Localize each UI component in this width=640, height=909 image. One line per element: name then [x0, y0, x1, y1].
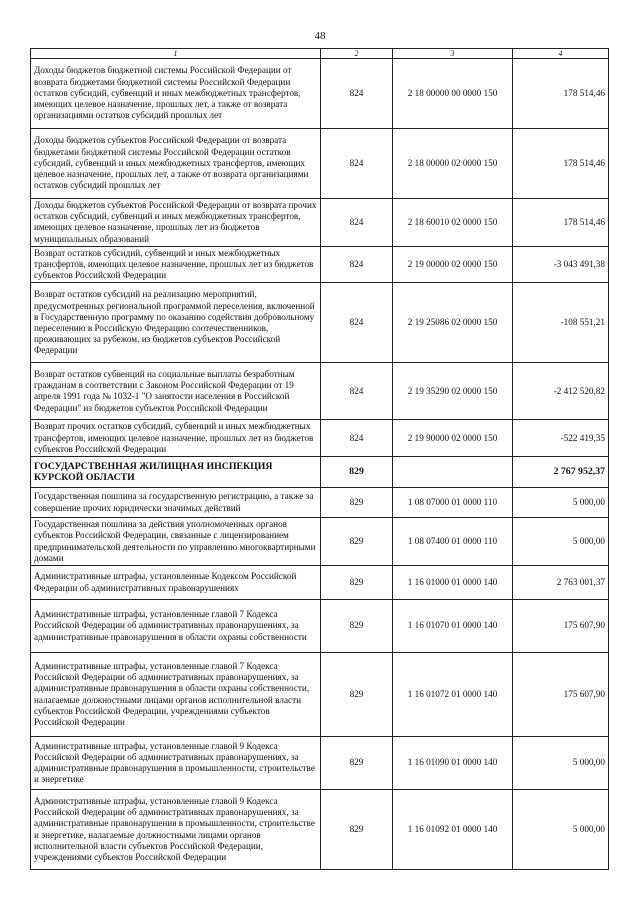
- row-admin-code: 824: [321, 129, 393, 199]
- row-description: Возврат остатков субсидий, субвенций и иных межбюджетных трансфертов, имеющих целевое назначение, прошлых лет из бюджетов субъектов Российской Федерации: [31, 246, 321, 283]
- row-admin-code: 829: [321, 518, 393, 566]
- row-amount: 2 763 001,37: [513, 566, 609, 600]
- table-row: [31, 600, 609, 653]
- row-description: ГОСУДАРСТВЕННАЯ ЖИЛИЩНАЯ ИНСПЕКЦИЯ КУРСКОЙ ОБЛАСТИ: [31, 457, 321, 488]
- table-row: [31, 59, 609, 129]
- table-row: [31, 518, 609, 566]
- row-admin-code: 824: [321, 199, 393, 247]
- header-col-2: 2: [321, 49, 393, 59]
- row-admin-code: 824: [321, 283, 393, 363]
- row-admin-code: 829: [321, 566, 393, 600]
- budget-table: [30, 48, 609, 870]
- table-row: [31, 488, 609, 518]
- row-budget-code: 1 08 07400 01 0000 110: [393, 518, 513, 566]
- row-admin-code: 824: [321, 246, 393, 283]
- row-budget-code: 1 16 01000 01 0000 140: [393, 566, 513, 600]
- row-budget-code: 2 18 00000 02 0000 150: [393, 129, 513, 199]
- table-row: [31, 737, 609, 790]
- row-amount: 5 000,00: [513, 737, 609, 790]
- row-amount: 175 607,90: [513, 653, 609, 737]
- row-amount: 175 607,90: [513, 600, 609, 653]
- header-col-4: 4: [513, 49, 609, 59]
- table-row: [31, 790, 609, 870]
- row-budget-code: 1 08 07000 01 0000 110: [393, 488, 513, 518]
- row-description: Административные штрафы, установленные главой 7 Кодекса Российской Федерации об административных правонарушениях, за административные правонарушения в области охраны собственности: [31, 600, 321, 653]
- row-admin-code: 829: [321, 600, 393, 653]
- table-row: [31, 199, 609, 247]
- row-amount: 178 514,46: [513, 199, 609, 247]
- row-budget-code: 1 16 01090 01 0000 140: [393, 737, 513, 790]
- header-col-1: 1: [31, 49, 321, 59]
- row-admin-code: 829: [321, 737, 393, 790]
- row-amount: -522 419,35: [513, 420, 609, 457]
- header-col-3: 3: [393, 49, 513, 59]
- row-budget-code: 1 16 01072 01 0000 140: [393, 653, 513, 737]
- table-row: [31, 566, 609, 600]
- row-budget-code: 2 19 90000 02 0000 150: [393, 420, 513, 457]
- table-row: [31, 283, 609, 363]
- row-description: Административные штрафы, установленные главой 9 Кодекса Российской Федерации об административных правонарушениях, за административные правонарушения в промышленности, строительстве и энергетике, налагаемые должностными лицами органов исполнительной власти субъектов Российской Федерации, учреждениями субъектов Российской Федерации: [31, 790, 321, 870]
- row-budget-code: 1 16 01070 01 0000 140: [393, 600, 513, 653]
- header-row: [31, 49, 609, 59]
- row-description: Административные штрафы, установленные главой 7 Кодекса Российской Федерации об административных правонарушениях, за административные правонарушения в области охраны собственности, налагаемые должностными лицами органов исполнительной власти субъектов Российской Федерации, учреждениями субъектов Российской Федерации: [31, 653, 321, 737]
- row-budget-code: 2 19 25086 02 0000 150: [393, 283, 513, 363]
- row-amount: -2 412 520,82: [513, 363, 609, 420]
- row-budget-code: 2 18 60010 02 0000 150: [393, 199, 513, 247]
- row-budget-code: 2 19 00000 02 0000 150: [393, 246, 513, 283]
- row-description: Административные штрафы, установленные главой 9 Кодекса Российской Федерации об административных правонарушениях, за административные правонарушения в промышленности, строительстве и энергетике: [31, 737, 321, 790]
- row-amount: 178 514,46: [513, 59, 609, 129]
- page-number: 48: [314, 30, 326, 42]
- row-description: Доходы бюджетов субъектов Российской Федерации от возврата бюджетами бюджетной системы Российской Федерации остатков субсидий, субвенций и иных межбюджетных трансфертов, имеющих целевое назначение, прошлых лет, а также от возврата организациями остатков субсидий прошлых лет: [31, 129, 321, 199]
- row-admin-code: 829: [321, 457, 393, 488]
- row-admin-code: 824: [321, 420, 393, 457]
- row-amount: -3 043 491,38: [513, 246, 609, 283]
- row-description: Государственная пошлина за действия уполномоченных органов субъектов Российской Федерации, связанные с лицензированием предпринимательской деятельности по управлению многоквартирными домами: [31, 518, 321, 566]
- row-admin-code: 829: [321, 488, 393, 518]
- row-description: Доходы бюджетов субъектов Российской Федерации от возврата прочих остатков субсидий, субвенций и иных межбюджетных трансфертов, имеющих целевое назначение, прошлых лет из бюджетов муниципальных образований: [31, 199, 321, 247]
- table-row: [31, 246, 609, 283]
- row-budget-code: [393, 457, 513, 488]
- row-budget-code: 2 19 35290 02 0000 150: [393, 363, 513, 420]
- row-description: Возврат прочих остатков субсидий, субвенций и иных межбюджетных трансфертов, имеющих целевое назначение, прошлых лет из бюджетов субъектов Российской Федерации: [31, 420, 321, 457]
- table-row: [31, 420, 609, 457]
- row-admin-code: 824: [321, 363, 393, 420]
- row-description: Возврат остатков субвенций на социальные выплаты безработным гражданам в соответствии с Законом Российской Федерации от 19 апреля 1991 года № 1032-1 "О занятости населения в Российской Федерации" из бюджетов субъектов Российской Федерации: [31, 363, 321, 420]
- row-admin-code: 829: [321, 790, 393, 870]
- table-row: [31, 129, 609, 199]
- row-admin-code: 829: [321, 653, 393, 737]
- row-admin-code: 824: [321, 59, 393, 129]
- row-budget-code: 1 16 01092 01 0000 140: [393, 790, 513, 870]
- row-description: Доходы бюджетов бюджетной системы Российской Федерации от возврата бюджетами бюджетной системы Российской Федерации остатков субсидий, субвенций и иных межбюджетных трансфертов, имеющих целевое назначение, прошлых лет, а также от возврата организациями остатков субсидий прошлых лет: [31, 59, 321, 129]
- row-description: Государственная пошлина за государственную регистрацию, а также за совершение прочих юридически значимых действий: [31, 488, 321, 518]
- row-budget-code: 2 18 00000 00 0000 150: [393, 59, 513, 129]
- table-row: [31, 363, 609, 420]
- row-amount: -108 551,21: [513, 283, 609, 363]
- row-description: Административные штрафы, установленные Кодексом Российской Федерации об административных правонарушениях: [31, 566, 321, 600]
- table-row: [31, 653, 609, 737]
- row-amount: 178 514,46: [513, 129, 609, 199]
- row-description: Возврат остатков субсидий на реализацию мероприятий, предусмотренных региональной программой переселения, включенной в Государственную программу по оказанию содействия добровольному переселению в Российскую Федерацию соотечественников, проживающих за рубежом, из бюджетов субъектов Российской Федерации: [31, 283, 321, 363]
- row-amount: 5 000,00: [513, 518, 609, 566]
- row-amount: 5 000,00: [513, 790, 609, 870]
- row-amount: 2 767 952,37: [513, 457, 609, 488]
- table-row: [31, 457, 609, 488]
- row-amount: 5 000,00: [513, 488, 609, 518]
